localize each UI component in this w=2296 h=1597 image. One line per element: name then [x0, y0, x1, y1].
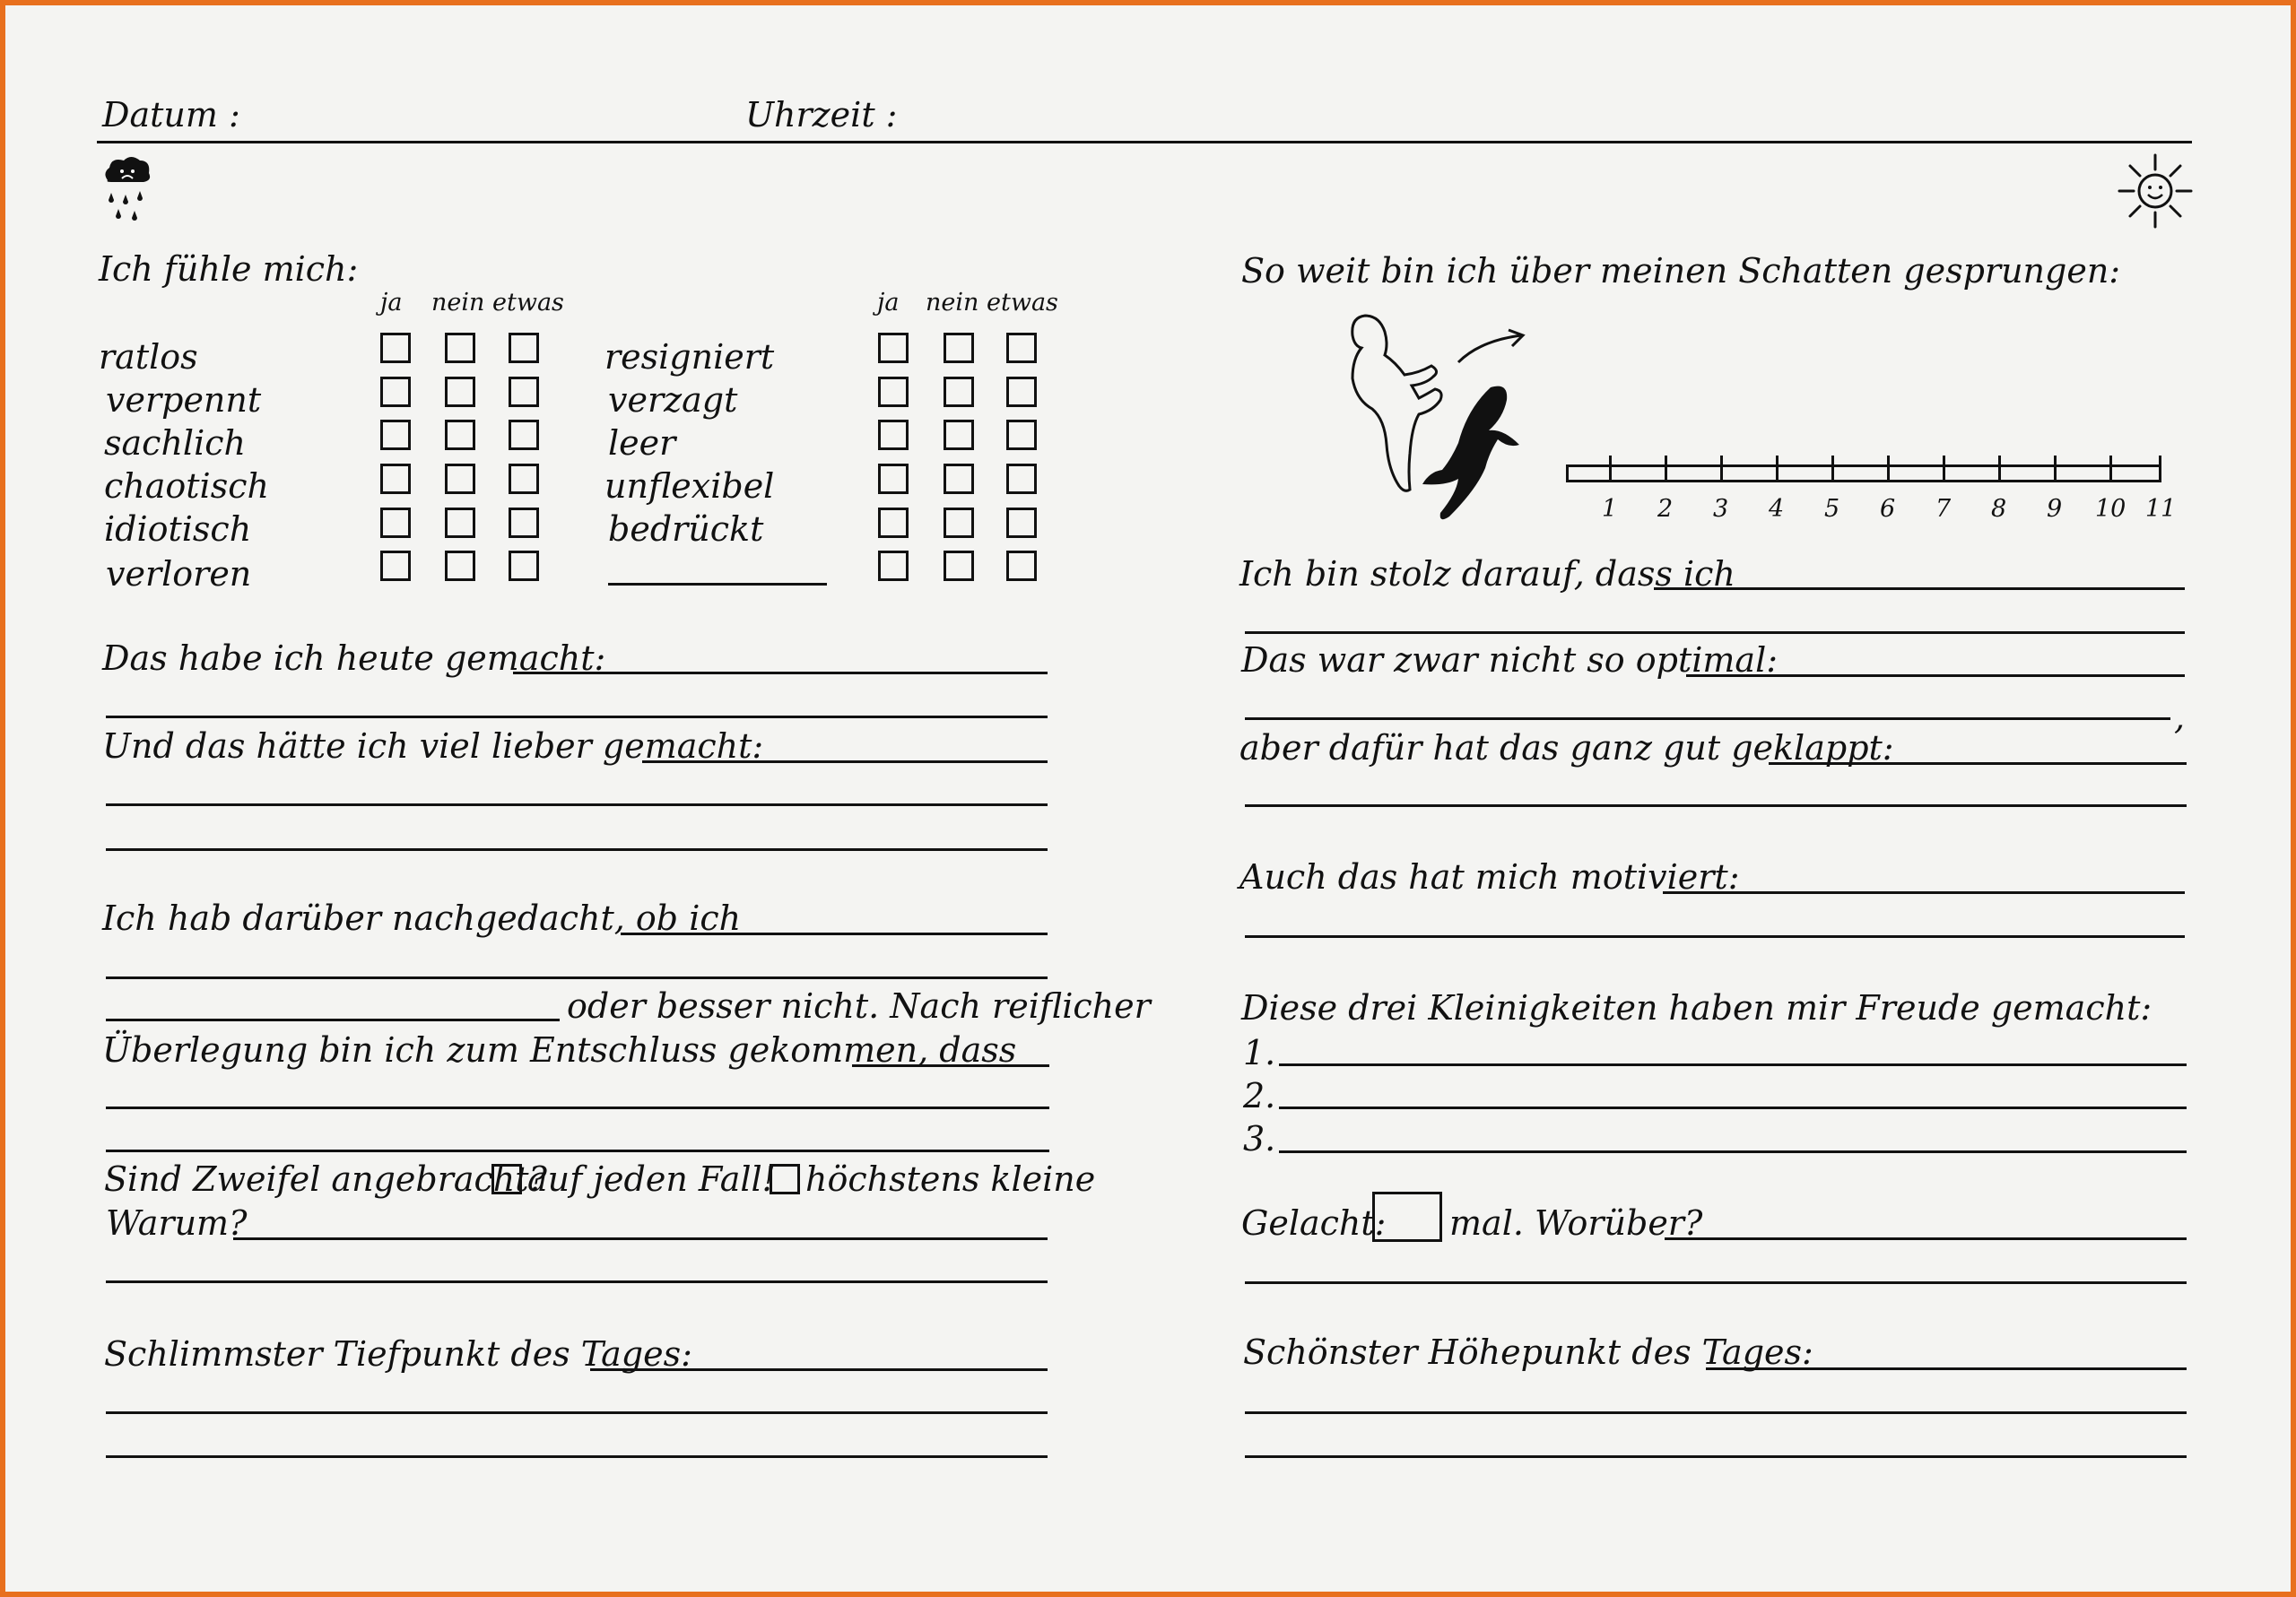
doubt-option-1: auf jeden Fall! — [527, 1159, 776, 1199]
feeling-resigniert: resigniert — [604, 337, 775, 377]
laughed-line-2[interactable] — [1245, 1281, 2187, 1284]
decision-line-1[interactable] — [852, 1064, 1049, 1067]
checkbox-resigniert-etwas[interactable] — [1006, 333, 1037, 363]
sun-icon — [2118, 153, 2193, 229]
low-line-1[interactable] — [590, 1368, 1048, 1371]
joy-line-1[interactable] — [1279, 1063, 2187, 1066]
doubts-prompt: Sind Zweifel angebracht? — [104, 1159, 547, 1199]
comma-mark: , — [2174, 698, 2186, 737]
rather-line-2[interactable] — [106, 803, 1048, 806]
checkbox-sachlich-etwas[interactable] — [509, 420, 539, 450]
checkbox-custom-etwas[interactable] — [1006, 551, 1037, 581]
scale-tick — [1831, 456, 1834, 482]
checkbox-bedrueckt-etwas[interactable] — [1006, 508, 1037, 538]
checkbox-verzagt-nein[interactable] — [944, 377, 974, 407]
not-optimal-prompt: Das war zwar nicht so optimal: — [1241, 640, 1779, 680]
today-line-1[interactable] — [513, 672, 1048, 674]
scale-tick — [1720, 456, 1723, 482]
thought-prompt: Ich hab darüber nachgedacht, ob ich — [102, 898, 742, 938]
checkbox-unflexibel-ja[interactable] — [878, 464, 909, 494]
rain-cloud-icon — [100, 153, 154, 223]
scale-tick — [1998, 456, 2001, 482]
right-header-etwas: etwas — [987, 289, 1058, 317]
feeling-ratlos: ratlos — [99, 337, 198, 377]
checkbox-resigniert-nein[interactable] — [944, 333, 974, 363]
feeling-leer: leer — [608, 423, 676, 463]
right-header-ja: ja — [877, 289, 900, 317]
list-number-3: 3. — [1243, 1119, 1276, 1159]
decision-line-2[interactable] — [106, 1107, 1049, 1109]
shadow-prompt: So weit bin ich über meinen Schatten gesprungen: — [1241, 251, 2121, 291]
scale-tick — [1609, 456, 1612, 482]
today-line-2[interactable] — [106, 716, 1048, 718]
left-header-ja: ja — [380, 289, 403, 317]
scale-label-9: 9 — [2047, 495, 2063, 523]
better-not-text: oder besser nicht. Nach reiflicher — [567, 986, 1151, 1026]
checkbox-idiotisch-etwas[interactable] — [509, 508, 539, 538]
doubt-option-2: höchstens kleine — [805, 1159, 1096, 1199]
scale-tick — [2109, 456, 2112, 482]
checkbox-chaotisch-etwas[interactable] — [509, 464, 539, 494]
worked-line-2[interactable] — [1245, 804, 2187, 807]
why-line-2[interactable] — [106, 1280, 1048, 1283]
scale-label-8: 8 — [1991, 495, 2007, 523]
feeling-idiotisch: idiotisch — [104, 509, 252, 549]
high-line-3[interactable] — [1245, 1455, 2187, 1458]
mood-title: Ich fühle mich: — [99, 249, 359, 289]
scale-tick — [1887, 456, 1890, 482]
checkbox-verloren-etwas[interactable] — [509, 551, 539, 581]
proud-line-2[interactable] — [1245, 631, 2185, 634]
high-line-1[interactable] — [1706, 1367, 2187, 1370]
scale-tick — [2054, 456, 2057, 482]
scale-tick — [1665, 456, 1667, 482]
scale-label-1: 1 — [1602, 495, 1618, 523]
time-label: Uhrzeit : — [745, 95, 898, 135]
rather-line-1[interactable] — [642, 760, 1048, 763]
checkbox-ratlos-ja[interactable] — [380, 333, 411, 363]
feeling-unflexibel: unflexibel — [604, 466, 775, 506]
why-prompt: Warum? — [106, 1203, 248, 1243]
rather-prompt: Und das hätte ich viel lieber gemacht: — [102, 726, 764, 766]
checkbox-chaotisch-nein[interactable] — [445, 464, 475, 494]
rather-line-3[interactable] — [106, 848, 1048, 851]
joy-line-3[interactable] — [1279, 1150, 2187, 1153]
thought-line-1[interactable] — [621, 933, 1048, 935]
shadow-jump-illustration — [1333, 310, 1566, 534]
decision-line-3[interactable] — [106, 1150, 1049, 1152]
checkbox-unflexibel-nein[interactable] — [944, 464, 974, 494]
custom-feeling-line[interactable] — [608, 583, 827, 586]
feeling-chaotisch: chaotisch — [104, 466, 269, 506]
proud-line-1[interactable] — [1654, 587, 2185, 590]
thought-line-3[interactable] — [106, 1019, 560, 1021]
checkbox-chaotisch-ja[interactable] — [380, 464, 411, 494]
left-header-nein: nein — [431, 289, 485, 317]
scale-label-4: 4 — [1769, 495, 1785, 523]
checkbox-verzagt-ja[interactable] — [878, 377, 909, 407]
checkbox-ratlos-etwas[interactable] — [509, 333, 539, 363]
scale-label-6: 6 — [1880, 495, 1896, 523]
scale-label-2: 2 — [1657, 495, 1674, 523]
scale-label-10: 10 — [2095, 495, 2126, 523]
left-header-etwas: etwas — [492, 289, 564, 317]
scale-tick — [1776, 456, 1779, 482]
header-rule — [97, 141, 2192, 143]
low-line-2[interactable] — [106, 1411, 1048, 1414]
checkbox-leer-etwas[interactable] — [1006, 420, 1037, 450]
list-number-1: 1. — [1243, 1033, 1276, 1072]
checkbox-resigniert-ja[interactable] — [878, 333, 909, 363]
why-line-1[interactable] — [233, 1237, 1048, 1240]
low-point-prompt: Schlimmster Tiefpunkt des Tages: — [104, 1334, 692, 1374]
checkbox-verloren-nein[interactable] — [445, 551, 475, 581]
laughed-line-1[interactable] — [1665, 1237, 2187, 1240]
date-label: Datum : — [102, 95, 240, 135]
feeling-verpennt: verpennt — [106, 380, 262, 420]
feeling-verzagt: verzagt — [608, 380, 738, 420]
checkbox-unflexibel-etwas[interactable] — [1006, 464, 1037, 494]
checkbox-verpennt-nein[interactable] — [445, 377, 475, 407]
motivated-line-1[interactable] — [1663, 891, 2185, 894]
checkbox-custom-nein[interactable] — [944, 551, 974, 581]
checkbox-idiotisch-nein[interactable] — [445, 508, 475, 538]
feeling-sachlich: sachlich — [104, 423, 246, 463]
laugh-count-box[interactable] — [1372, 1192, 1442, 1242]
checkbox-bedrueckt-nein[interactable] — [944, 508, 974, 538]
today-prompt: Das habe ich heute gemacht: — [102, 638, 606, 678]
checkbox-verzagt-etwas[interactable] — [1006, 377, 1037, 407]
high-point-prompt: Schönster Höhepunkt des Tages: — [1243, 1332, 1813, 1372]
checkbox-ratlos-nein[interactable] — [445, 333, 475, 363]
feeling-bedrueckt: bedrückt — [608, 509, 764, 549]
scale-label-11: 11 — [2145, 495, 2177, 523]
right-header-nein: nein — [926, 289, 979, 317]
checkbox-doubt-definitely[interactable] — [491, 1164, 522, 1194]
checkbox-verloren-ja[interactable] — [380, 551, 411, 581]
checkbox-custom-ja[interactable] — [878, 551, 909, 581]
checkbox-sachlich-ja[interactable] — [380, 420, 411, 450]
scale-label-3: 3 — [1713, 495, 1729, 523]
scale-label-5: 5 — [1824, 495, 1840, 523]
checkbox-leer-nein[interactable] — [944, 420, 974, 450]
checkbox-idiotisch-ja[interactable] — [380, 508, 411, 538]
not-optimal-line-2[interactable] — [1245, 717, 2170, 720]
joy-line-2[interactable] — [1279, 1107, 2187, 1109]
times-about-text: mal. Worüber? — [1449, 1203, 1703, 1243]
checkbox-verpennt-etwas[interactable] — [509, 377, 539, 407]
checkbox-bedrueckt-ja[interactable] — [878, 508, 909, 538]
thought-line-2[interactable] — [106, 976, 1048, 979]
scale-tick — [2159, 456, 2161, 482]
motivated-prompt: Auch das hat mich motiviert: — [1239, 857, 1740, 897]
list-number-2: 2. — [1243, 1076, 1276, 1115]
worked-line-1[interactable] — [1769, 762, 2187, 765]
scale-tick — [1943, 456, 1945, 482]
high-line-2[interactable] — [1245, 1411, 2187, 1414]
motivated-line-2[interactable] — [1245, 935, 2185, 938]
shadow-scale-bar[interactable] — [1566, 464, 2161, 482]
not-optimal-line-1[interactable] — [1686, 674, 2185, 677]
checkbox-leer-ja[interactable] — [878, 420, 909, 450]
checkbox-verpennt-ja[interactable] — [380, 377, 411, 407]
scale-label-7: 7 — [1935, 495, 1952, 523]
checkbox-doubt-small[interactable] — [770, 1164, 800, 1194]
laughed-prompt: Gelacht: — [1241, 1203, 1387, 1243]
decision-prompt: Überlegung bin ich zum Entschluss gekommen, dass — [102, 1030, 1017, 1070]
low-line-3[interactable] — [106, 1455, 1048, 1458]
checkbox-sachlich-nein[interactable] — [445, 420, 475, 450]
worked-prompt: aber dafür hat das ganz gut geklappt: — [1239, 728, 1894, 768]
three-things-prompt: Diese drei Kleinigkeiten haben mir Freude gemacht: — [1241, 988, 2152, 1028]
proud-prompt: Ich bin stolz darauf, dass ich — [1239, 554, 1735, 594]
feeling-verloren: verloren — [106, 554, 252, 594]
